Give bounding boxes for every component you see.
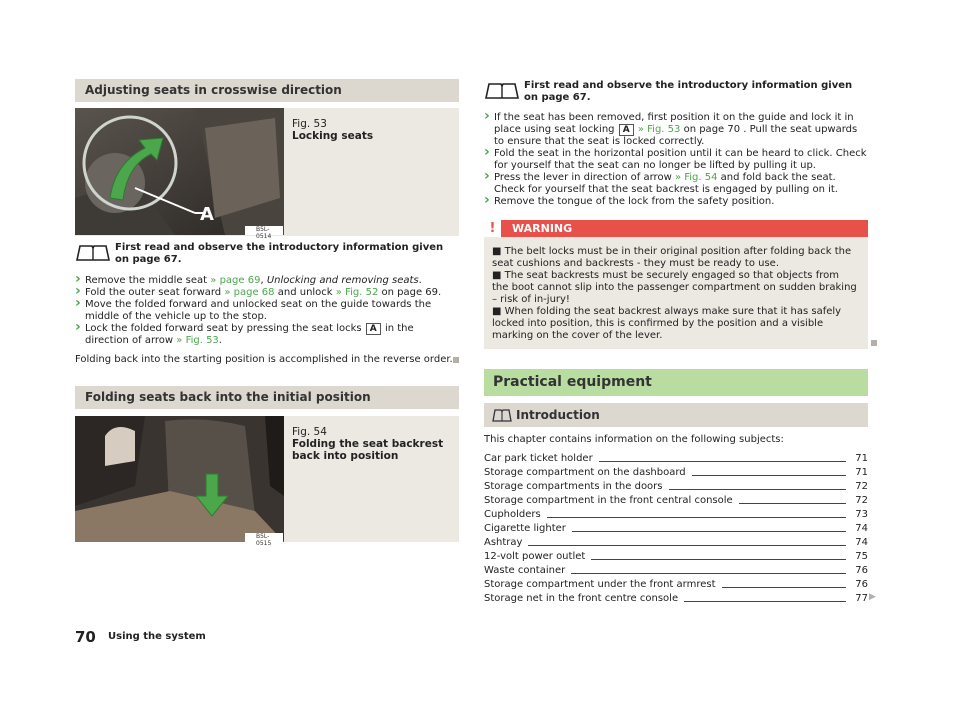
figure-53-letter: A [200,204,214,225]
note-1 [75,242,459,264]
bullet-fold-outer-seat: › Fold the outer seat forward » page 68 and unlock » Fig. 52 on page 69. [75,287,459,299]
toc-page: 72 [855,495,868,506]
figure-54-image [75,416,284,547]
toc-row[interactable] [484,452,868,465]
link-fig-53[interactable]: » Fig. 53 [637,124,681,135]
toc-row[interactable] [484,466,868,479]
link-fig-54[interactable]: » Fig. 54 [674,172,718,183]
section-title: Adjusting seats in crosswise direction [85,83,342,97]
note-2 [484,80,868,102]
toc-row[interactable] [484,522,868,535]
figure-53-image [75,108,284,240]
warning-item: ■ The seat backrests must be securely engaged so that objects from the boot cannot slip into the passenger compartment on sudden braking – risk of in-jury! [492,270,857,305]
toc-leader-line [484,545,846,546]
book-icon [484,80,520,100]
toc-row[interactable] [484,592,868,605]
book-icon [492,408,512,422]
toc-title: Storage compartment under the front armrest [484,578,722,591]
section-title: Folding seats back into the initial position [85,390,371,404]
figure-53-caption: Locking seats [292,130,374,142]
intro-header [484,403,868,427]
toc-row[interactable] [484,508,868,521]
toc-title: Storage compartment on the dashboard [484,466,692,479]
toc-page: 71 [855,467,868,478]
key-a-label: A [366,323,381,335]
toc-title: Cupholders [484,508,547,521]
link-fig-53[interactable]: » Fig. 53 [176,335,219,346]
bullet-move-seat: › Move the folded forward and unlocked seat on the guide towards the middle of the vehicle up to the stop. [75,299,459,323]
figure-54-box [75,416,459,547]
note-text: First read and observe the introductory information given on page 67. [524,80,853,103]
section-end-marker [871,340,877,346]
toc-title: 12-volt power outlet [484,550,591,563]
chapter-header-practical [484,369,868,396]
intro-title: Introduction [516,408,600,422]
warning-item: ■ When folding the seat backrest always make sure that it has safely locked into position, this is confirmed by the position and a visible marking on the cover of the lever. [492,306,842,341]
toc-page: 76 [855,565,868,576]
toc-row[interactable] [484,578,868,591]
bullet-remove-tongue: › Remove the tongue of the lock from the safety position. [484,196,868,208]
figure-53-code: B5L-0514 [256,226,272,240]
toc-row[interactable] [484,550,868,563]
toc-title: Storage compartments in the doors [484,480,669,493]
bullet-lock-seat: › Lock the folded forward seat by pressing the seat locks A in the direction of arrow » Fig. 53. [75,323,459,347]
toc-page: 72 [855,481,868,492]
page-number: 70 [75,628,96,646]
warning-item: ■ The belt locks must be in their original position after folding back the seat cushions and backrests - they must be ready to use. [492,246,852,269]
warning-title: WARNING [512,222,573,235]
footer [75,628,375,648]
toc-page: 73 [855,509,868,520]
note-text: First read and observe the introductory information given on page 67. [115,242,444,265]
continue-arrow-icon: ▶ [869,592,876,602]
seat-lock-photo [75,108,284,235]
toc-title: Cigarette lighter [484,522,572,535]
toc-page: 76 [855,579,868,590]
toc-title: Storage net in the front centre console [484,592,684,605]
book-icon [75,242,111,262]
chapter-title: Practical equipment [493,374,652,390]
figure-53-box [75,108,459,240]
section-header-folding-back [75,386,459,409]
figure-54-number: Fig. 54 [292,426,327,438]
toc-row[interactable] [484,480,868,493]
link-page-69[interactable]: » page 69 [210,275,261,286]
footer-section: Using the system [108,631,206,642]
toc-row[interactable] [484,564,868,577]
bullet-fold-horizontal: › Fold the seat in the horizontal position until it can be heard to click. Check for yourself that the seat can no longer be lifted by pulling it up. [484,148,868,172]
figure-53-number: Fig. 53 [292,118,327,130]
toc-page: 74 [855,523,868,534]
warning-header [484,220,868,237]
toc-row[interactable] [484,536,868,549]
key-a-label: A [619,124,634,136]
link-page-68[interactable]: » page 68 [224,287,275,298]
folding-back-text: Folding back into the starting position is accomplished in the reverse order. [75,354,459,366]
section-header-crosswise [75,79,459,102]
section-end-marker [453,357,459,363]
toc-title: Waste container [484,564,571,577]
toc-row[interactable] [484,494,868,507]
bullet-remove-middle-seat: › Remove the middle seat » page 69, Unlocking and removing seats. [75,275,459,287]
intro-text: This chapter contains information on the following subjects: [484,434,784,445]
seat-backrest-photo [75,416,284,542]
toc-page: 77 [855,593,868,604]
figure-54-caption: Folding the seat backrest back into position [292,438,444,462]
bullet-position-seat: › If the seat has been removed, first position it on the guide and lock it in place using seat locking A » Fig. 53 on page 70 . Pull the seat upwards to ensure that the seat is locked correctly. [484,112,868,148]
toc-title: Car park ticket holder [484,452,599,465]
toc-page: 74 [855,537,868,548]
toc-title: Ashtray [484,536,528,549]
toc-page: 75 [855,551,868,562]
toc-title: Storage compartment in the front central console [484,494,739,507]
figure-54-code: B5L-0515 [256,533,272,547]
toc-page: 71 [855,453,868,464]
exclamation-icon: ! [484,220,501,237]
warning-box [484,220,868,349]
link-fig-52[interactable]: » Fig. 52 [335,287,379,298]
bullet-press-lever: › Press the lever in direction of arrow » Fig. 54 and fold back the seat. Check for yourself that the seat backrest is engaged by pulling on it. [484,172,868,196]
